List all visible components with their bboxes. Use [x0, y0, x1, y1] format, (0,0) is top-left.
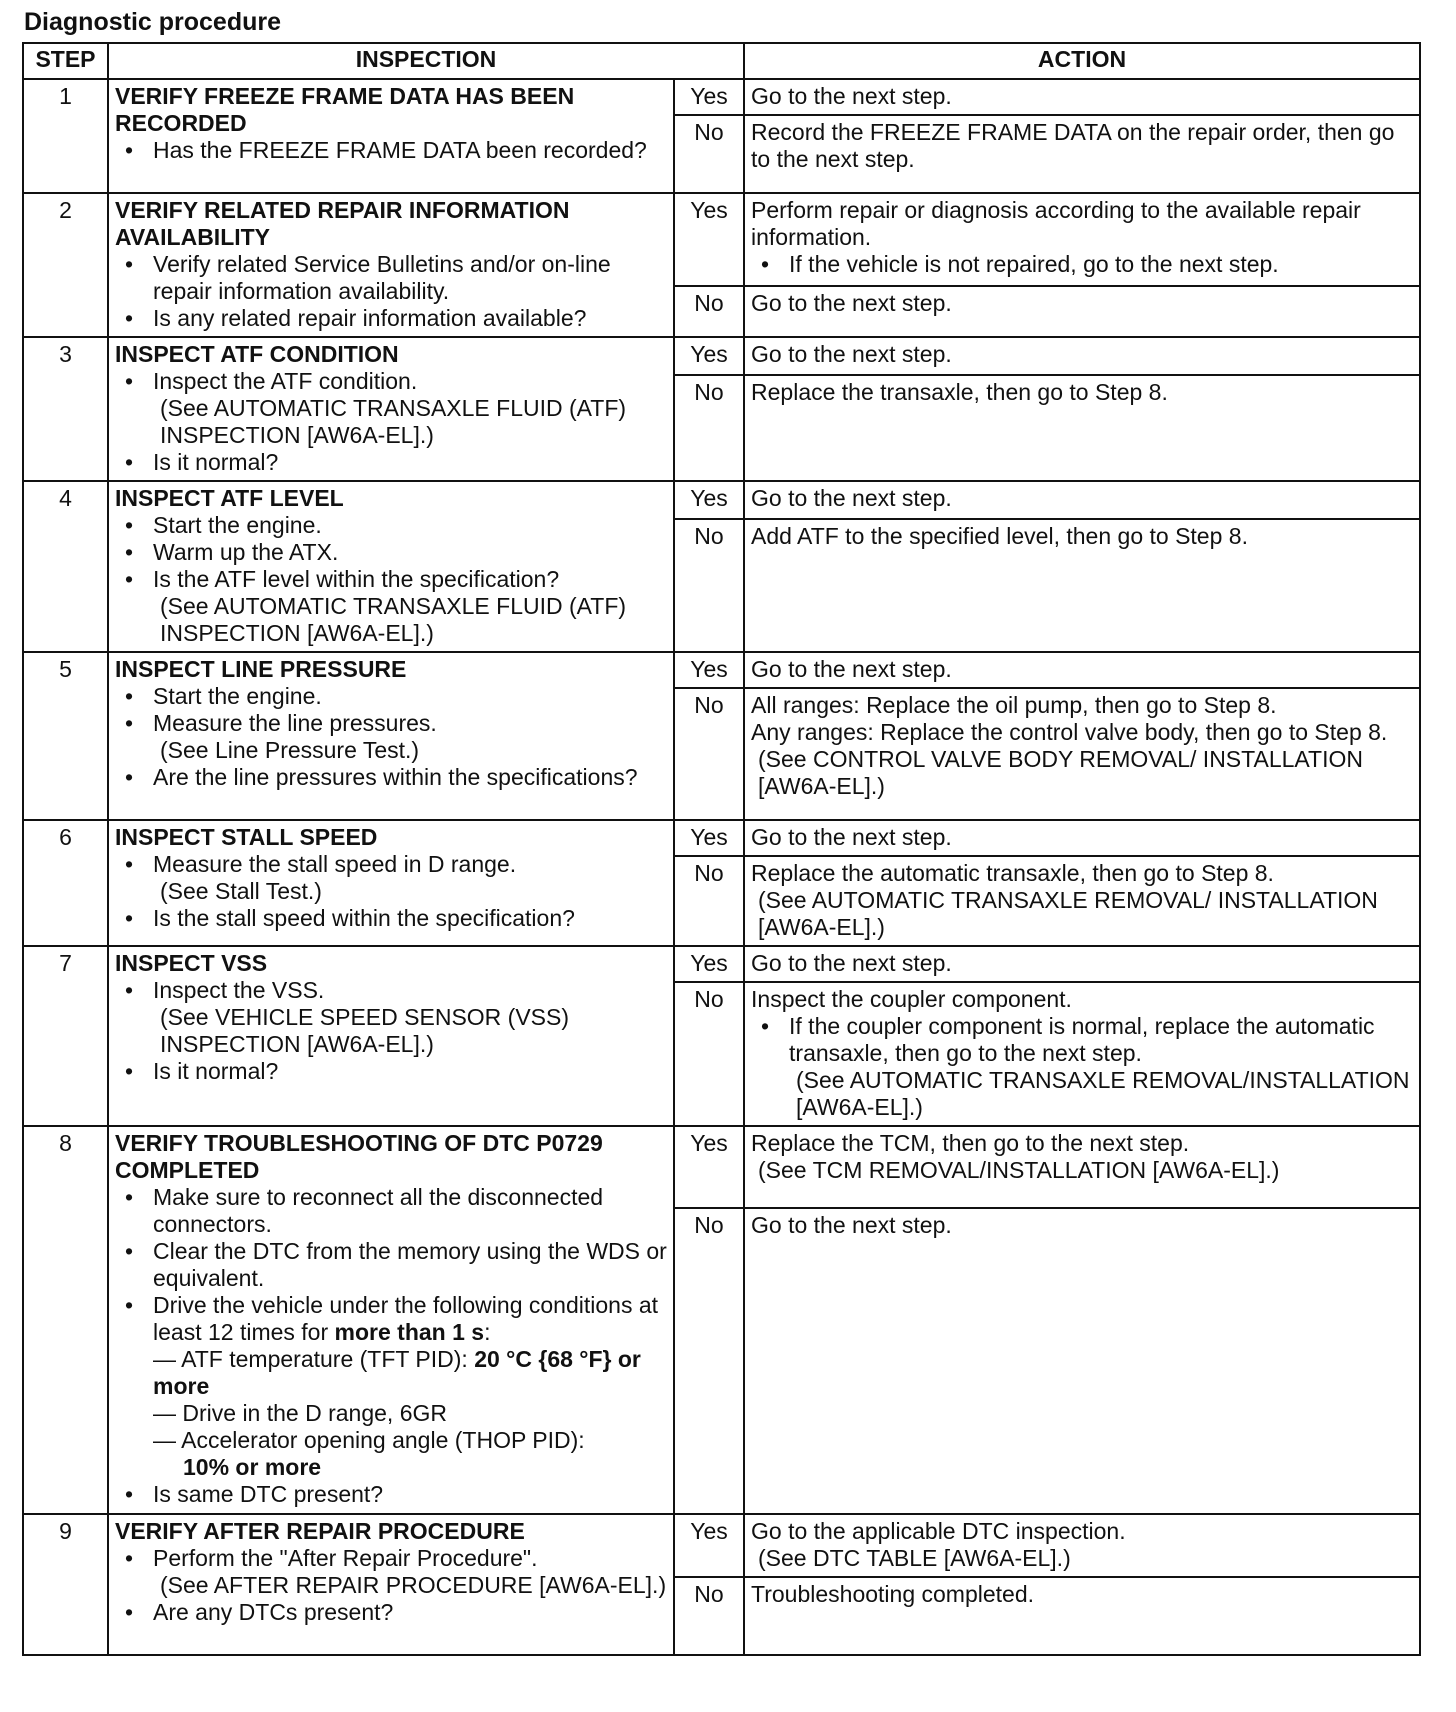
bullet-text: Inspect the VSS.: [153, 977, 325, 1003]
inspection-bullet: • Make sure to reconnect all the disconnected connectors.: [115, 1184, 667, 1238]
bullet-text: Is the ATF level within the specification?: [153, 566, 560, 592]
yes-action: Go to the next step.: [744, 337, 1420, 375]
inspection-bullet: • Clear the DTC from the memory using the WDS or equivalent.: [115, 1238, 667, 1292]
step-number: 1: [23, 79, 108, 193]
step-number: 4: [23, 481, 108, 652]
diagnostic-table: [22, 42, 1421, 1656]
no-label: No: [674, 1577, 744, 1655]
inspection-bullet: • Is any related repair information available?: [115, 305, 667, 332]
yes-action: Go to the next step.: [744, 79, 1420, 115]
inspection-cell: [108, 652, 674, 820]
no-action-line: Any ranges: Replace the control valve body, then go to Step 8.: [751, 719, 1388, 745]
no-label: No: [674, 286, 744, 337]
action-bullet: [751, 1013, 1413, 1121]
yes-label: Yes: [674, 79, 744, 115]
step-number: 9: [23, 1514, 108, 1655]
inspection-bullet: [115, 1292, 667, 1481]
step-row: [23, 481, 1420, 519]
inspection-bullet: • Verify related Service Bulletins and/or on-line repair information availability.: [115, 251, 667, 305]
no-action: Troubleshooting completed.: [744, 1577, 1420, 1655]
step-row: [23, 1126, 1420, 1208]
yes-label: Yes: [674, 1126, 744, 1208]
bullet-text: :: [484, 1319, 491, 1345]
inspection-cell: [108, 79, 674, 193]
condition-bold-text: 20 °C {68 °F} or more: [153, 1346, 641, 1399]
yes-label: Yes: [674, 1514, 744, 1577]
no-label: No: [674, 688, 744, 820]
reference-link[interactable]: (See Line Pressure Test.): [160, 737, 420, 763]
yes-action: Go to the next step.: [744, 481, 1420, 519]
inspection-title: INSPECT VSS: [115, 950, 268, 976]
bullet-text: Measure the stall speed in D range.: [153, 851, 517, 877]
inspection-cell: [108, 193, 674, 337]
inspection-title: INSPECT LINE PRESSURE: [115, 656, 407, 682]
no-action: Go to the next step.: [744, 286, 1420, 337]
yes-label: Yes: [674, 481, 744, 519]
inspection-title: VERIFY RELATED REPAIR INFORMATION AVAILABILITY: [115, 197, 570, 250]
header-action: ACTION: [744, 43, 1420, 79]
header-row: [23, 43, 1420, 79]
step-number: 3: [23, 337, 108, 481]
bullet-text: Perform the "After Repair Procedure".: [153, 1545, 538, 1571]
step-number: 7: [23, 946, 108, 1126]
bullet-text: Measure the line pressures.: [153, 710, 437, 736]
yes-label: Yes: [674, 652, 744, 688]
reference-link[interactable]: (See TCM REMOVAL/INSTALLATION [AW6A-EL].): [758, 1157, 1280, 1183]
inspection-bullet: • Is the stall speed within the specification?: [115, 905, 667, 932]
yes-action: Go to the applicable DTC inspection.: [751, 1518, 1126, 1544]
step-row: [23, 337, 1420, 375]
yes-action-cell: [744, 1126, 1420, 1208]
bullet-text: If the coupler component is normal, replace the automatic transaxle, then go to the next step.: [789, 1013, 1375, 1066]
step-number: 6: [23, 820, 108, 946]
page-title: Diagnostic procedure: [24, 8, 281, 36]
inspection-cell: [108, 946, 674, 1126]
inspection-title: VERIFY FREEZE FRAME DATA HAS BEEN RECORDED: [115, 83, 575, 136]
inspection-title: INSPECT STALL SPEED: [115, 824, 378, 850]
bullet-text: Drive the vehicle under the following conditions at least 12 times for: [153, 1292, 659, 1345]
bullet-text: Inspect the ATF condition.: [153, 368, 418, 394]
inspection-cell: [108, 1514, 674, 1655]
no-action-line: All ranges: Replace the oil pump, then go to Step 8.: [751, 692, 1277, 718]
header-step: STEP: [23, 43, 108, 79]
yes-label: Yes: [674, 337, 744, 375]
no-action-cell: [744, 982, 1420, 1126]
inspection-title: INSPECT ATF CONDITION: [115, 341, 399, 367]
no-action-cell: [744, 856, 1420, 946]
inspection-cell: [108, 481, 674, 652]
reference-link[interactable]: (See AUTOMATIC TRANSAXLE REMOVAL/ INSTALLATION [AW6A-EL].): [758, 887, 1378, 940]
step-row: [23, 79, 1420, 115]
no-action-line: Inspect the coupler component.: [751, 986, 1072, 1012]
condition-text: — ATF temperature (TFT PID):: [153, 1346, 475, 1372]
inspection-cell: [108, 1126, 674, 1514]
inspection-cell: [108, 820, 674, 946]
inspection-bullet: [115, 977, 667, 1058]
header-inspection: INSPECTION: [108, 43, 744, 79]
inspection-cell: [108, 337, 674, 481]
reference-link[interactable]: (See AFTER REPAIR PROCEDURE [AW6A-EL].): [160, 1572, 667, 1598]
reference-link[interactable]: (See AUTOMATIC TRANSAXLE FLUID (ATF) INSPECTION [AW6A-EL].): [160, 593, 627, 646]
step-row: [23, 946, 1420, 982]
step-number: 5: [23, 652, 108, 820]
no-action: Record the FREEZE FRAME DATA on the repair order, then go to the next step.: [744, 115, 1420, 193]
no-action-line: Replace the automatic transaxle, then go to Step 8.: [751, 860, 1274, 886]
inspection-bullet: [115, 851, 667, 905]
no-action-cell: [744, 688, 1420, 820]
condition-line: — Drive in the D range, 6GR: [153, 1400, 448, 1426]
step-row: [23, 1514, 1420, 1577]
inspection-bullet: • Start the engine.: [115, 683, 667, 710]
condition-line: [153, 1346, 667, 1400]
step-row: [23, 193, 1420, 286]
no-label: No: [674, 982, 744, 1126]
reference-link[interactable]: (See CONTROL VALVE BODY REMOVAL/ INSTALLATION [AW6A-EL].): [758, 746, 1363, 799]
step-number: 2: [23, 193, 108, 337]
yes-action: Replace the TCM, then go to the next step.: [751, 1130, 1190, 1156]
yes-action: Perform repair or diagnosis according to the available repair information.: [751, 197, 1361, 250]
inspection-bullet: • Start the engine.: [115, 512, 667, 539]
no-action: Go to the next step.: [744, 1208, 1420, 1514]
inspection-title: INSPECT ATF LEVEL: [115, 485, 344, 511]
inspection-bullet: • Are the line pressures within the specifications?: [115, 764, 667, 791]
no-label: No: [674, 115, 744, 193]
no-label: No: [674, 519, 744, 652]
inspection-bullet: • Warm up the ATX.: [115, 539, 667, 566]
yes-action: Go to the next step.: [744, 820, 1420, 856]
yes-action: Go to the next step.: [744, 652, 1420, 688]
yes-label: Yes: [674, 820, 744, 856]
inspection-bullet: [115, 566, 667, 647]
inspection-title: VERIFY TROUBLESHOOTING OF DTC P0729 COMPLETED: [115, 1130, 603, 1183]
no-label: No: [674, 1208, 744, 1514]
inspection-bullet: • Has the FREEZE FRAME DATA been recorded?: [115, 137, 667, 164]
yes-label: Yes: [674, 946, 744, 982]
yes-action: Go to the next step.: [744, 946, 1420, 982]
bullet-bold-text: more than 1 s: [334, 1319, 485, 1345]
inspection-title: VERIFY AFTER REPAIR PROCEDURE: [115, 1518, 525, 1544]
inspection-bullet: [115, 710, 667, 764]
no-label: No: [674, 375, 744, 481]
inspection-bullet: • Is same DTC present?: [115, 1481, 667, 1508]
step-row: [23, 652, 1420, 688]
no-label: No: [674, 856, 744, 946]
inspection-bullet: [115, 368, 667, 449]
reference-link[interactable]: (See VEHICLE SPEED SENSOR (VSS) INSPECTION [AW6A-EL].): [160, 1004, 570, 1057]
inspection-bullet: [115, 1545, 667, 1599]
yes-action-cell: [744, 193, 1420, 286]
no-action: Replace the transaxle, then go to Step 8.: [744, 375, 1420, 481]
no-action: Add ATF to the specified level, then go to Step 8.: [744, 519, 1420, 652]
reference-link[interactable]: (See DTC TABLE [AW6A-EL].): [758, 1545, 1071, 1571]
inspection-bullet: • Is it normal?: [115, 449, 667, 476]
inspection-bullet: • Are any DTCs present?: [115, 1599, 667, 1626]
action-bullet: • If the vehicle is not repaired, go to the next step.: [751, 251, 1413, 278]
reference-link[interactable]: (See Stall Test.): [160, 878, 322, 904]
step-number: 8: [23, 1126, 108, 1514]
yes-label: Yes: [674, 193, 744, 286]
reference-link[interactable]: (See AUTOMATIC TRANSAXLE REMOVAL/INSTALLATION [AW6A-EL].): [796, 1067, 1410, 1120]
condition-line: — Accelerator opening angle (THOP PID):: [153, 1427, 585, 1453]
inspection-bullet: • Is it normal?: [115, 1058, 667, 1085]
step-row: [23, 820, 1420, 856]
reference-link[interactable]: (See AUTOMATIC TRANSAXLE FLUID (ATF) INSPECTION [AW6A-EL].): [160, 395, 627, 448]
yes-action-cell: [744, 1514, 1420, 1577]
condition-bold-text: 10% or more: [183, 1454, 322, 1480]
